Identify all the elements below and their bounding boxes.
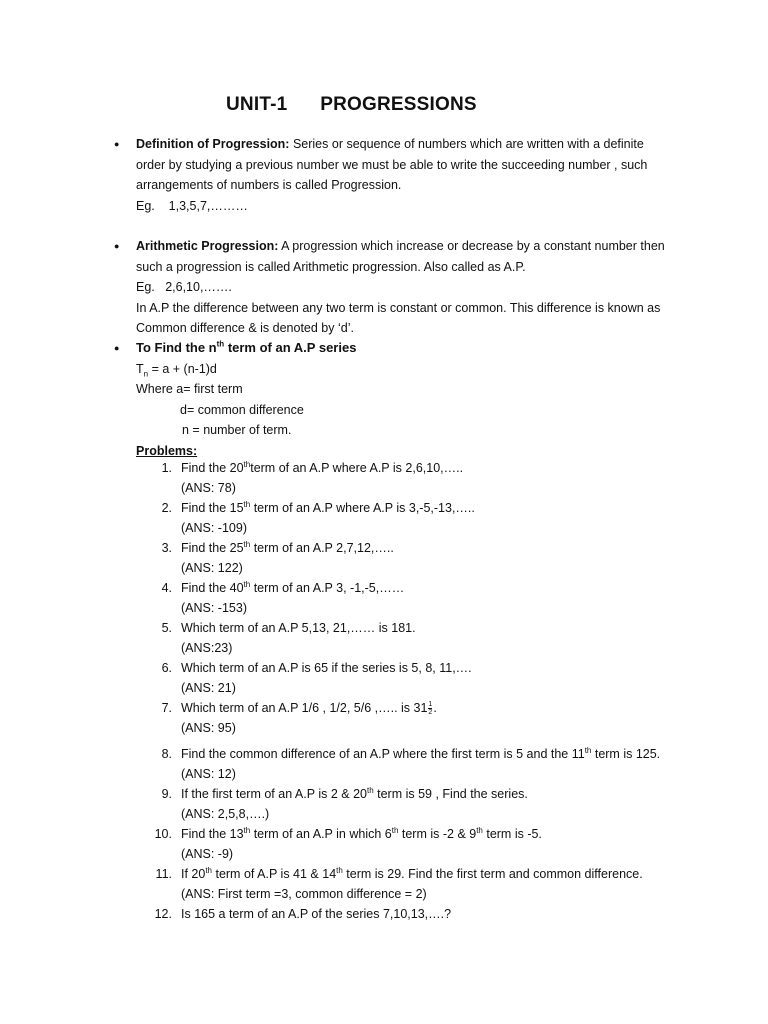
problem-answer: (ANS:23) [181, 641, 233, 655]
problem-number: 10. [154, 827, 172, 841]
problem-question: Which term of an A.P 5,13, 21,…… is 181. [181, 621, 416, 635]
arithmetic-example: Eg. 2,6,10,……. [136, 280, 232, 294]
problem-item [136, 498, 716, 538]
problem-item [136, 864, 716, 904]
problem-number: 12. [154, 907, 172, 921]
definition-section [136, 134, 696, 216]
problem-number: 6. [161, 661, 172, 675]
nth-term-section [136, 338, 696, 461]
problem-answer: (ANS: -9) [181, 847, 234, 861]
problem-number: 9. [161, 787, 172, 801]
nth-term-formula: $T_n = a + (n-1)d$ [136, 361, 217, 378]
problem-number: 5. [161, 621, 172, 635]
problem-item [136, 824, 716, 864]
problem-answer: (ANS: First term =3, common difference = 2) [181, 887, 427, 901]
problem-number: 3. [161, 541, 172, 555]
arithmetic-line-1: Arithmetic Progression: A progression which increase or decrease by a constant number then [136, 239, 665, 253]
problem-item [136, 618, 716, 658]
problem-answer: (ANS: 21) [181, 681, 236, 695]
problem-question: Find the 20thterm of an A.P where A.P is 2,6,10,….. [181, 459, 464, 475]
problem-question: Which term of an A.P 1/6 , 1/2, 5/6 ,….. is 31 $\frac{1}{2}$ . [181, 701, 437, 717]
fraction: $\frac{1}{2}$ [428, 701, 433, 717]
definition-example: Eg. 1,3,5,7,……… [136, 198, 248, 213]
arithmetic-heading: Arithmetic Progression: [136, 239, 279, 253]
problem-question: If 20th term of A.P is 41 & 14th term is 29. Find the first term and common difference. [181, 865, 643, 881]
problem-answer: (ANS: 78) [181, 481, 236, 495]
problem-question: Find the 40th term of an A.P 3, -1,-5,…… [181, 579, 405, 595]
definition-heading: Definition of Progression: [136, 137, 290, 151]
problem-question: Which term of an A.P is 65 if the series is 5, 8, 11,…. [181, 661, 472, 675]
problem-item [136, 744, 716, 784]
problem-question: Find the 15th term of an A.P where A.P is 3,-5,-13,….. [181, 499, 475, 515]
problem-item [136, 784, 716, 824]
problem-number: 8. [161, 747, 172, 761]
definition-line-1: Definition of Progression: Series or sequence of numbers which are written with a definite [136, 137, 644, 151]
problem-answer: (ANS: -153) [181, 601, 247, 615]
problem-question: If the first term of an A.P is 2 & 20th term is 59 , Find the series. [181, 785, 528, 801]
nth-term-heading: To Find the $n^{th}$ term of an A.P series [136, 339, 357, 355]
nth-term-where: Where a= first term [136, 382, 243, 396]
problem-answer: (ANS: 12) [181, 767, 236, 781]
problem-item [136, 578, 716, 618]
problem-answer: (ANS: 2,5,8,….) [181, 807, 270, 821]
problem-answer: (ANS: 122) [181, 561, 243, 575]
problem-answer: (ANS: -109) [181, 521, 247, 535]
problem-number: 11. [155, 867, 172, 881]
nth-term-d-def: d= common difference [180, 402, 304, 417]
problem-question: Is 165 a term of an A.P of the series 7,10,13,….? [181, 907, 452, 921]
arithmetic-section [136, 236, 696, 339]
arithmetic-line-4: Common difference & is denoted by ‘d’. [136, 321, 354, 335]
problem-item [136, 698, 716, 738]
problem-number: 4. [161, 581, 172, 595]
problem-number: 2. [161, 501, 172, 515]
problem-item [136, 658, 716, 698]
definition-line-2: order by studying a previous number we must be able to write the succeeding number , such [136, 157, 648, 172]
problem-item [136, 904, 716, 944]
problems-label: Problems: [136, 443, 198, 458]
bullet-icon: ● [114, 139, 120, 149]
problem-answer: (ANS: 95) [181, 721, 236, 735]
problem-question: Find the 13th term of an A.P in which 6th term is -2 & 9th term is -5. [181, 825, 542, 841]
nth-term-n-def: n = number of term. [182, 423, 292, 437]
problem-question: Find the 25th term of an A.P 2,7,12,….. [181, 539, 394, 555]
problem-question: Find the common difference of an A.P where the first term is 5 and the 11th term is 125. [181, 745, 661, 761]
bullet-icon: ● [114, 241, 120, 251]
definition-line-3: arrangements of numbers is called Progression. [136, 178, 402, 192]
arithmetic-line-2: such a progression is called Arithmetic progression. Also called as A.P. [136, 259, 526, 274]
page-title: UNIT-1 PROGRESSIONS [226, 94, 477, 115]
problem-number: 7. [161, 701, 172, 715]
problem-number: 1. [161, 461, 172, 475]
arithmetic-line-3: In A.P the difference between any two term is constant or common. This difference is known as [136, 300, 661, 315]
problem-item [136, 458, 716, 498]
problem-item [136, 538, 716, 578]
bullet-icon: ● [114, 343, 120, 353]
